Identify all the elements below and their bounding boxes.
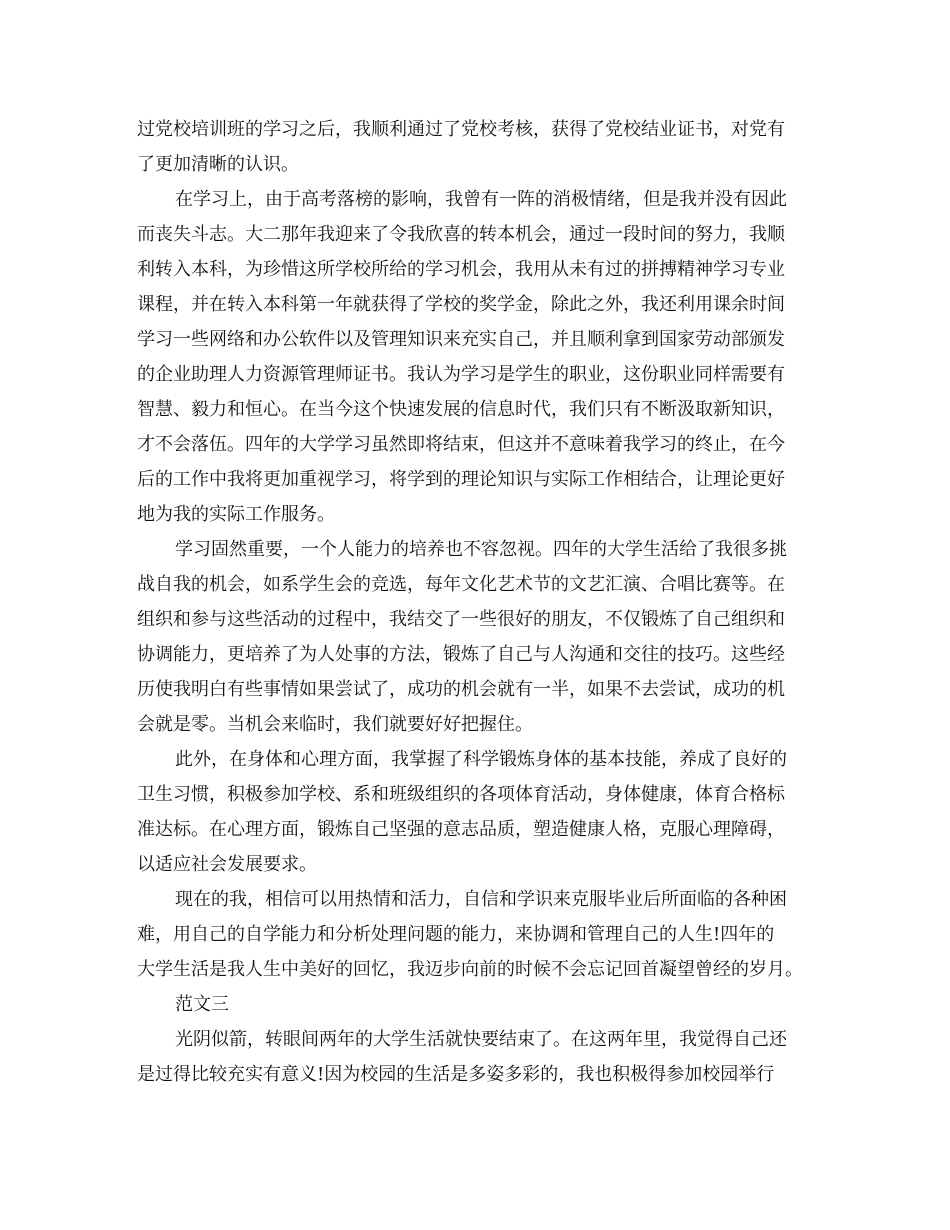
- text-line: 光阴似箭，转眼间两年的大学生活就快要结束了。在这两年里，我觉得自己还: [175, 1029, 787, 1050]
- text-line: 智慧、毅力和恒心。在当今这个快速发展的信息时代，我们只有不断汲取新知识，: [137, 399, 785, 420]
- text-line: 地为我的实际工作服务。: [137, 504, 335, 525]
- text-line: 才不会落伍。四年的大学学习虽然即将结束，但这并不意味着我学习的终止，在今: [137, 434, 785, 455]
- text-line: 的企业助理人力资源管理师证书。我认为学习是学生的职业，这份职业同样需要有: [137, 364, 785, 385]
- paragraph-party-school: [137, 112, 827, 182]
- text-line: 此外，在身体和心理方面，我掌握了科学锻炼身体的基本技能，养成了良好的: [175, 749, 787, 770]
- paragraph-sample-three-opening: [137, 1022, 827, 1092]
- text-line: 过党校培训班的学习之后，我顺利通过了党校考核，获得了党校结业证书，对党有: [137, 119, 785, 140]
- text-line: 是过得比较充实有意义!因为校园的生活是多姿多彩的，我也积极得参加校园举行: [137, 1064, 775, 1085]
- document-body: [137, 112, 827, 1092]
- text-line: 现在的我，相信可以用热情和活力，自信和学识来克服毕业后所面临的各种困: [175, 889, 787, 910]
- text-line: 协调能力，更培养了为人处事的方法，锻炼了自己与人沟通和交往的技巧。这些经: [137, 644, 785, 665]
- paragraph-abilities: [137, 532, 827, 742]
- section-heading-sample-three: [137, 987, 827, 1022]
- text-line: 课程，并在转入本科第一年就获得了学校的奖学金，除此之外，我还利用课余时间: [137, 294, 785, 315]
- text-line: 而丧失斗志。大二那年我迎来了令我欣喜的转本机会，通过一段时间的努力，我顺: [137, 224, 785, 245]
- text-line: 在学习上，由于高考落榜的影响，我曾有一阵的消极情绪，但是我并没有因此: [175, 189, 787, 210]
- text-line: 卫生习惯，积极参加学校、系和班级组织的各项体育活动，身体健康，体育合格标: [137, 784, 785, 805]
- paragraph-study: [137, 182, 827, 532]
- text-line: 后的工作中我将更加重视学习，将学到的理论知识与实际工作相结合，让理论更好: [137, 469, 785, 490]
- text-line: 大学生活是我人生中美好的回忆，我迈步向前的时候不会忘记回首凝望曾经的岁月。: [137, 959, 803, 980]
- text-line: 会就是零。当机会来临时，我们就要好好把握住。: [137, 714, 533, 735]
- text-line: 组织和参与这些活动的过程中，我结交了一些很好的朋友，不仅锻炼了自己组织和: [137, 609, 785, 630]
- text-line: 战自我的机会，如系学生会的竞选，每年文化艺术节的文艺汇演、合唱比赛等。在: [137, 574, 785, 595]
- section-heading: 范文三: [175, 994, 229, 1015]
- text-line: 准达标。在心理方面，锻炼自己坚强的意志品质，塑造健康人格，克服心理障碍，: [137, 819, 785, 840]
- text-line: 历使我明白有些事情如果尝试了，成功的机会就有一半，如果不去尝试，成功的机: [137, 679, 785, 700]
- paragraph-health: [137, 742, 827, 882]
- text-line: 难，用自己的自学能力和分析处理问题的能力，来协调和管理自己的人生!四年的: [137, 924, 775, 945]
- text-line: 学习一些网络和办公软件以及管理知识来充实自己，并且顺利拿到国家劳动部颁发: [137, 329, 785, 350]
- text-line: 学习固然重要，一个人能力的培养也不容忽视。四年的大学生活给了我很多挑: [175, 539, 787, 560]
- text-line: 以适应社会发展要求。: [137, 854, 317, 875]
- text-line: 了更加清晰的认识。: [137, 154, 299, 175]
- text-line: 利转入本科，为珍惜这所学校所给的学习机会，我用从未有过的拼搏精神学习专业: [137, 259, 785, 280]
- paragraph-conclusion: [137, 882, 827, 987]
